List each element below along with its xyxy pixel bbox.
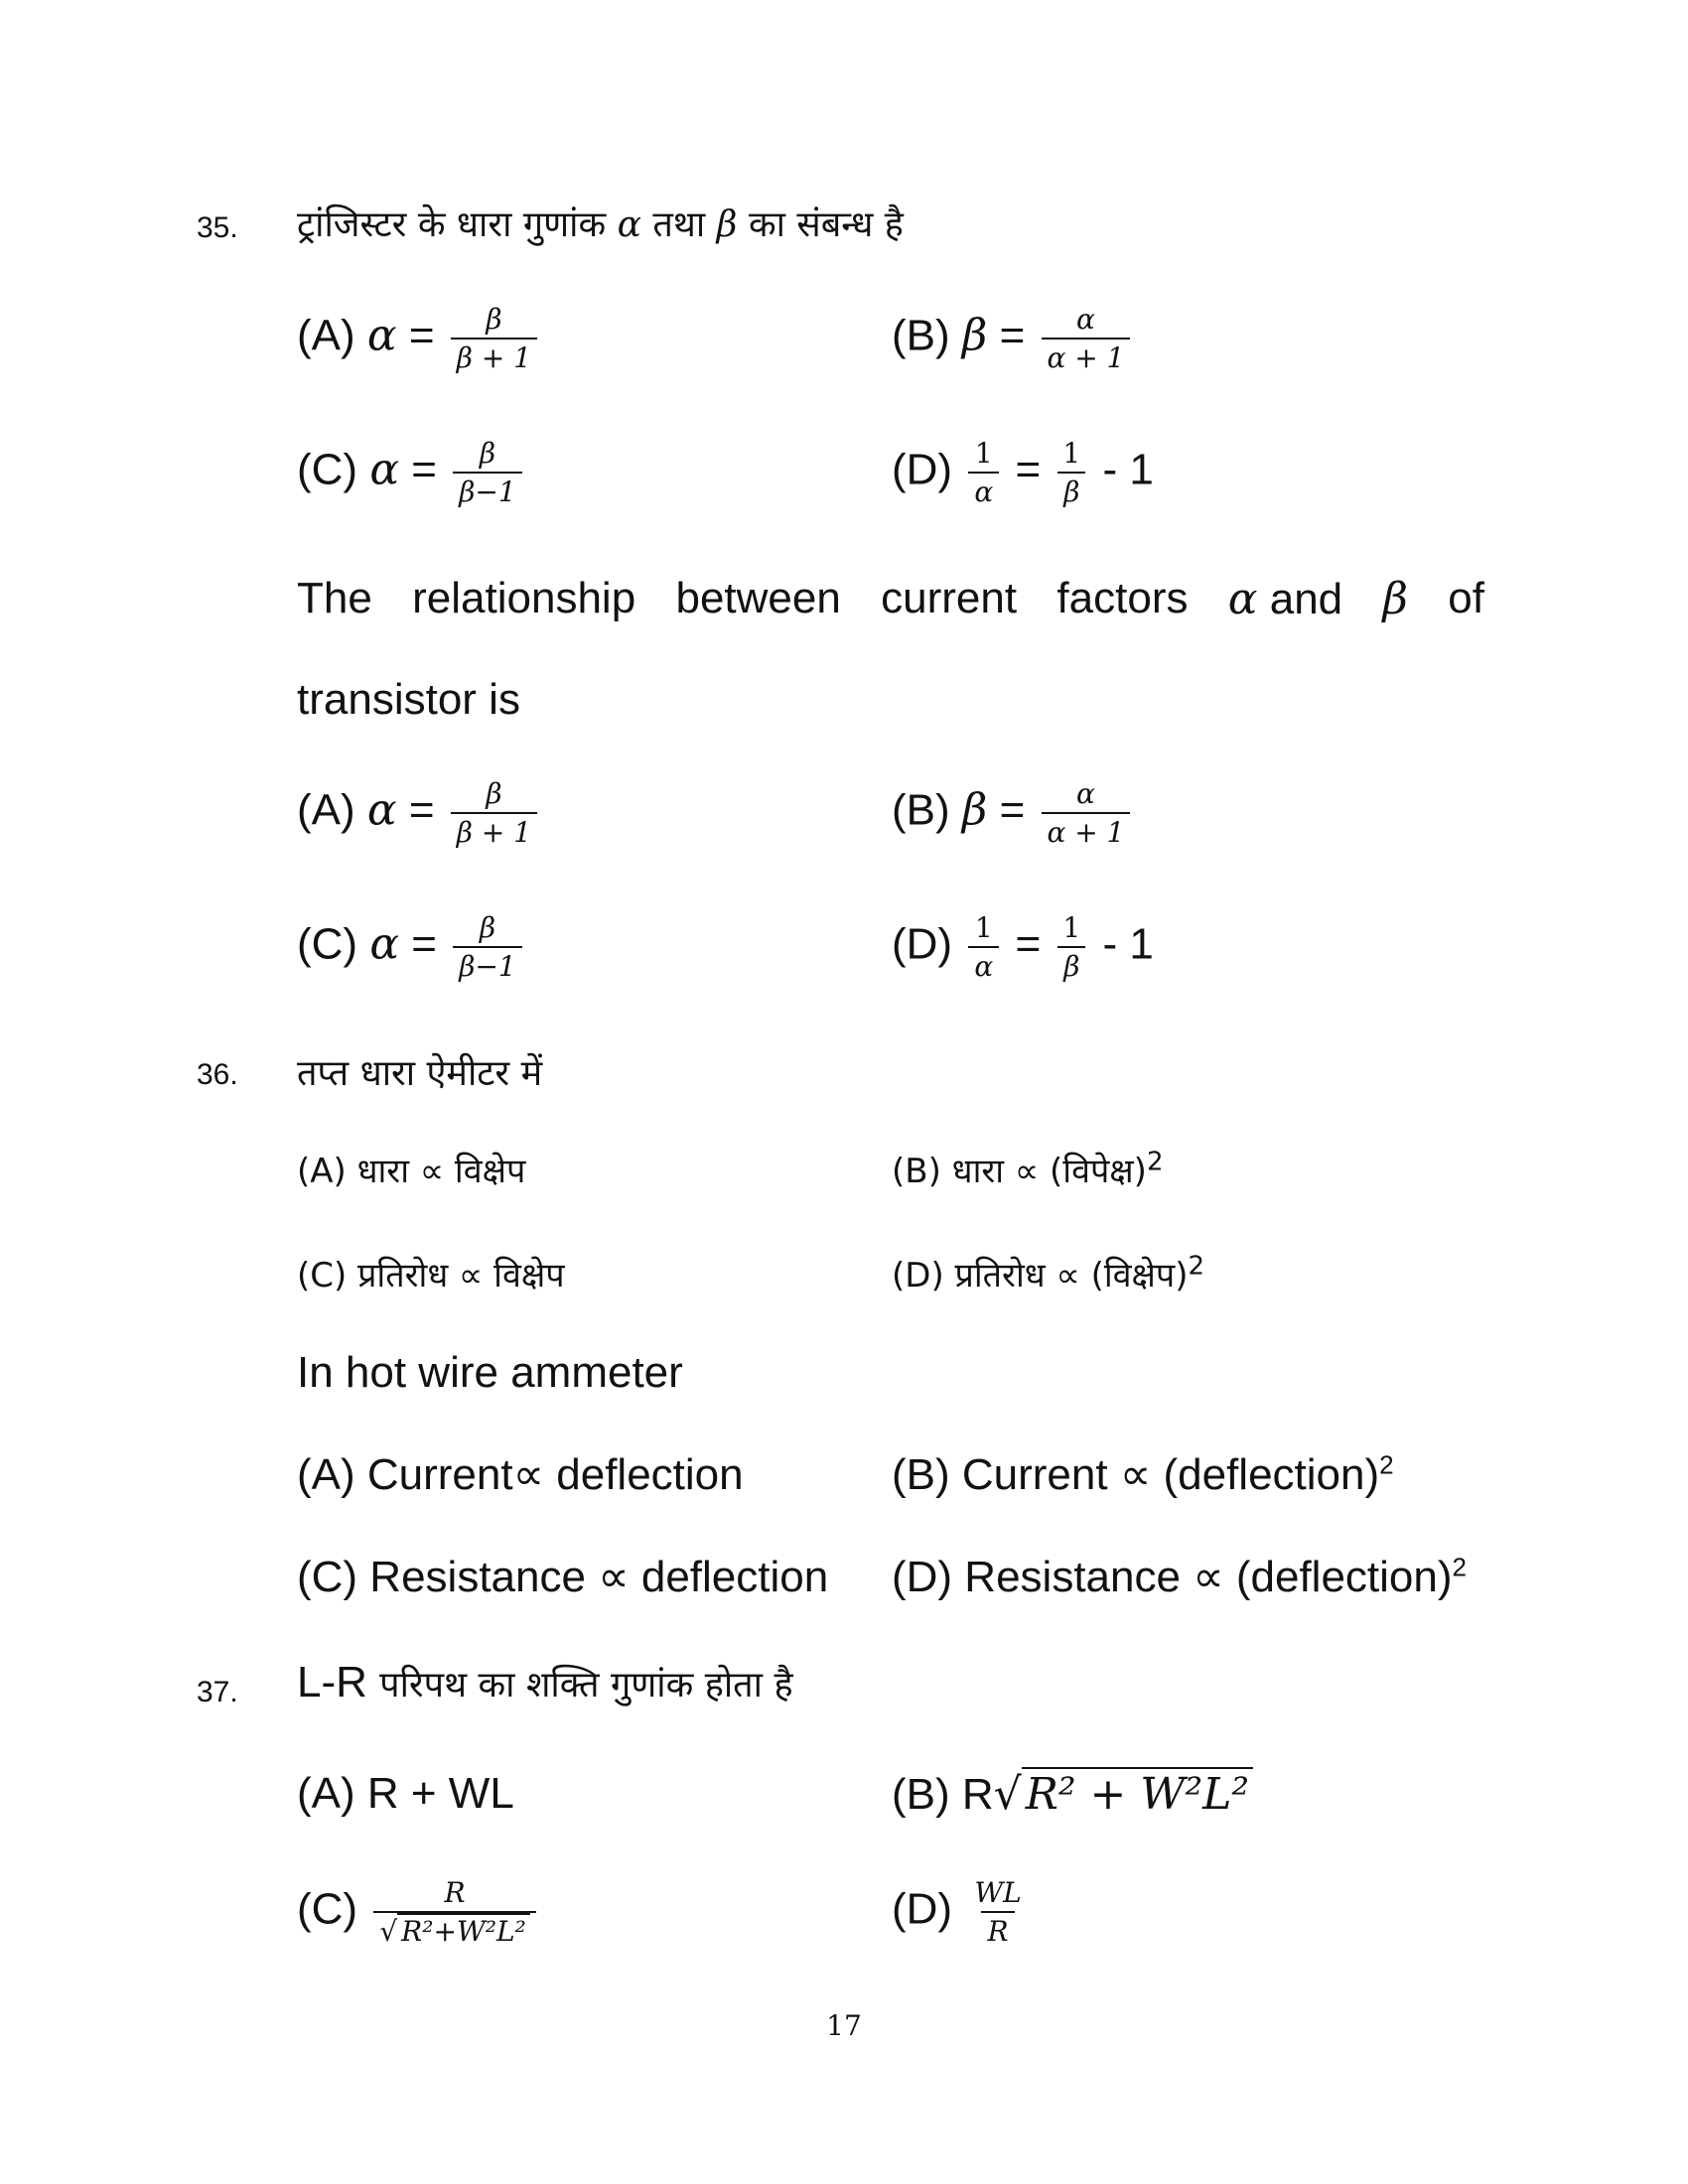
- q37-question: L-R परिपथ का शक्ति गुणांक होता है: [297, 1658, 793, 1706]
- q35-option-d: (D) $\frac{1}{\alpha}$ = $\frac{1}{\beta}$ - 1: [892, 437, 1154, 508]
- q37-option-b: (B) R√R² + W²L²: [892, 1769, 1253, 1820]
- q36-english-option-b: (B) Current ∝ (deflection)$^2$: [892, 1449, 1394, 1499]
- q36-english-option-a: (A) Current∝ deflection: [297, 1450, 744, 1499]
- q35-en-option-b: (B) β = $\frac{\alpha}{\alpha + 1}$: [892, 777, 1134, 849]
- question-number-36: 36.: [197, 1058, 238, 1091]
- q37-option-c: (C) $\frac{R}{\text{√ R²+W²L²}}$: [297, 1876, 540, 1948]
- q36-hindi-option-b: (B) धारा ∝ (विपेक्ष)$^2$: [892, 1147, 1164, 1191]
- q35-en-option-c: (C) α = $\frac{\beta}{\beta-1}$: [297, 911, 526, 983]
- q36-hindi-option-d: (D) प्रतिरोध ∝ (विक्षेप)$^2$: [892, 1251, 1205, 1296]
- q35-hindi-part-3: का संबन्ध है: [748, 205, 904, 245]
- q36-english-option-c: (C) Resistance ∝ deflection: [297, 1553, 829, 1601]
- q35-english-question-line-2: transistor is: [297, 675, 520, 724]
- question-number-35: 35.: [197, 211, 238, 244]
- q35-en-option-a: (A) α = $\frac{\beta}{\beta + 1}$: [297, 777, 541, 849]
- q35-option-c: (C) α = $\frac{\beta}{\beta-1}$: [297, 437, 526, 508]
- page-number: 17: [826, 2009, 862, 2042]
- alpha-symbol: α: [617, 205, 641, 245]
- q35-hindi-part-2: तथा: [652, 205, 706, 245]
- q37-option-a: (A) R + WL: [297, 1769, 514, 1818]
- q37-option-d: (D) $\frac{WL}{R}$: [892, 1876, 1022, 1948]
- beta-symbol: β: [716, 205, 738, 245]
- q36-english-question: In hot wire ammeter: [297, 1348, 683, 1397]
- q35-english-question-line-1: The relationship between current factors α and β of: [297, 574, 1484, 624]
- q36-hindi-question: तप्त धारा ऐमीटर में: [297, 1053, 543, 1094]
- q36-hindi-option-c: (C) प्रतिरोध ∝ विक्षेप: [297, 1256, 565, 1296]
- q36-hindi-option-a: (A) धारा ∝ विक्षेप: [297, 1152, 526, 1191]
- q35-en-option-d: (D) $\frac{1}{\alpha}$ = $\frac{1}{\beta}$ - 1: [892, 911, 1154, 983]
- q35-hindi-part-1: ट्रांजिस्टर के धारा गुणांक: [297, 205, 607, 245]
- question-number-37: 37.: [197, 1676, 238, 1708]
- q35-option-a: (A) α = $\frac{\beta}{\beta + 1}$: [297, 303, 541, 374]
- q36-english-option-d: (D) Resistance ∝ (deflection)$^2$: [892, 1552, 1467, 1601]
- q35-hindi-question: [297, 199, 904, 247]
- q35-option-b: (B) β = $\frac{\alpha}{\alpha + 1}$: [892, 303, 1134, 374]
